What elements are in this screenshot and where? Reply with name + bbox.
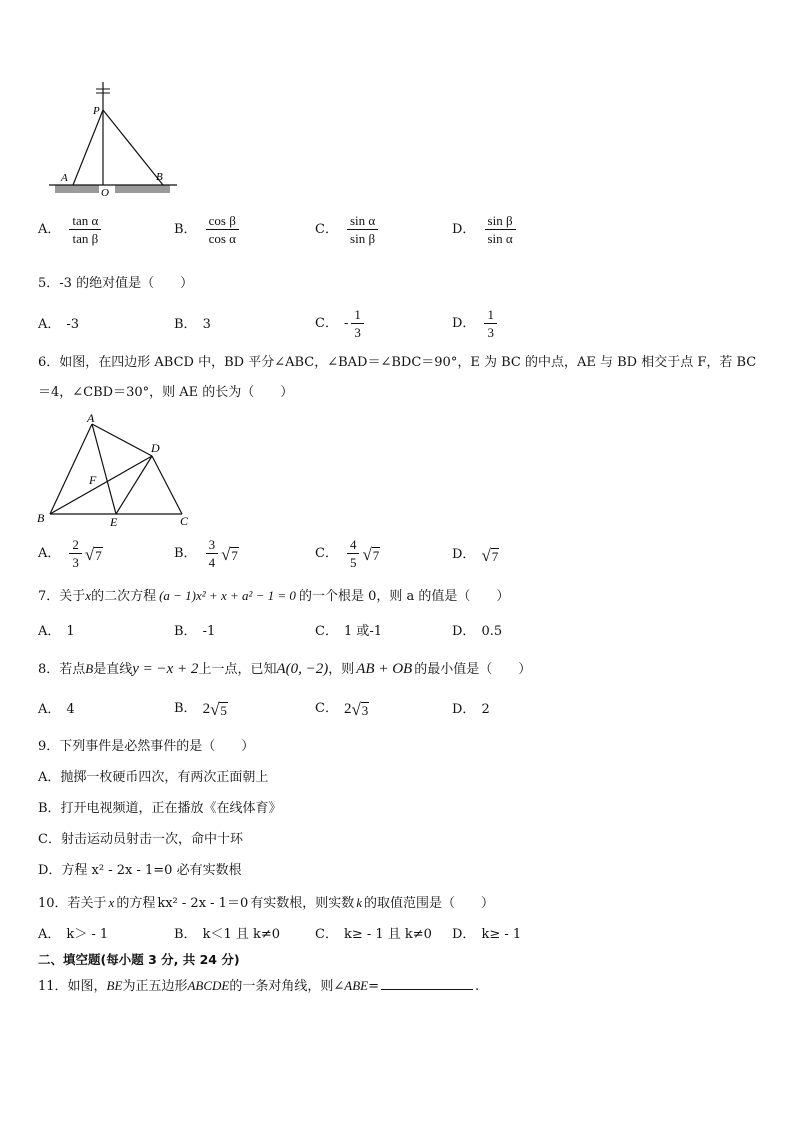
- side-cd: [152, 456, 182, 514]
- label-b: B: [156, 171, 163, 183]
- numerator: 1: [351, 307, 364, 324]
- q8-option-c: [315, 699, 369, 718]
- q7-stem: [38, 587, 509, 606]
- q11-suffix: .: [474, 979, 480, 994]
- option-label: B．: [174, 624, 197, 639]
- denominator: 5: [349, 555, 357, 570]
- q5-option-c: [315, 307, 367, 340]
- line-pa: [73, 110, 103, 185]
- denominator: 3: [72, 555, 79, 570]
- option-label: C．: [315, 927, 338, 942]
- q10-var-k: k: [356, 895, 363, 910]
- option-text: k＜1 且 k≠0: [202, 927, 281, 942]
- denominator: sin α: [487, 231, 513, 246]
- q7-var: x: [85, 588, 92, 603]
- q4-option-d: [452, 213, 519, 246]
- q6-option-b: [174, 537, 239, 570]
- numerator: 2: [69, 537, 82, 554]
- figure-q4-tower: [45, 78, 185, 196]
- q9-stem: 9．下列事件是必然事件的是（ ）: [38, 739, 255, 754]
- label-o: O: [101, 187, 109, 196]
- denominator: 3: [354, 325, 361, 340]
- q8-option-a: [38, 701, 75, 719]
- radical: √ 7: [362, 545, 380, 564]
- option-label: B．: [174, 927, 197, 942]
- answer-blank[interactable]: [381, 977, 473, 990]
- numerator: sin α: [347, 213, 378, 230]
- fraction: [206, 213, 239, 246]
- q8-prefix: 8．若点: [38, 662, 86, 677]
- diagonal-bd: [50, 456, 152, 514]
- label-p: P: [93, 105, 100, 117]
- q8-stem: [38, 660, 531, 679]
- q9-option-a: A．抛掷一枚硬币四次，有两次正面朝上: [38, 770, 269, 785]
- fraction: [484, 213, 515, 246]
- q6-option-a: [38, 537, 103, 570]
- denominator: 3: [487, 325, 494, 340]
- q11-middle2: 的一条对角线，则∠: [229, 979, 345, 994]
- option-label: A．: [38, 927, 61, 942]
- q8-middle1: 是直线: [93, 662, 133, 677]
- radicand: 5: [220, 703, 227, 718]
- option-label: B．: [174, 545, 197, 561]
- q10-middle1: 的方程: [116, 896, 156, 911]
- q8-line-eq: y = −x + 2: [132, 661, 199, 677]
- option-text: 0.5: [481, 624, 503, 639]
- option-label: D．: [452, 221, 476, 237]
- option-label: A．: [38, 545, 61, 561]
- option-label: D．: [452, 546, 476, 562]
- label-c: C: [180, 514, 189, 528]
- q8-expr: AB + OB: [356, 661, 413, 677]
- side-ad: [92, 424, 152, 456]
- label-d: D: [151, 441, 160, 455]
- q10-option-b: [174, 926, 280, 944]
- q7-option-c: [315, 623, 382, 641]
- segment-ae: [92, 424, 116, 514]
- option-text: 3: [202, 317, 211, 332]
- ground-hatch-left: [55, 185, 99, 193]
- option-label: C．: [315, 624, 338, 639]
- q11-be: BE: [106, 978, 123, 993]
- q7-equation: (a − 1)x² + x + a² − 1 = 0: [159, 588, 296, 603]
- numerator: 4: [347, 537, 360, 554]
- q9-option-b: B．打开电视频道，正在播放《在线体育》: [38, 801, 282, 816]
- option-label: D．: [452, 624, 476, 639]
- fraction: [69, 213, 101, 246]
- label-b: B: [37, 511, 45, 525]
- option-label: C．: [315, 315, 338, 331]
- numerator: 1: [484, 307, 497, 324]
- label-a: A: [87, 411, 95, 425]
- q8-point-a: A(0, −2): [276, 661, 329, 677]
- option-text: -3: [66, 317, 80, 332]
- q5-option-b: [174, 316, 211, 334]
- radical: √ 7: [221, 545, 238, 564]
- q7-option-d: [452, 623, 502, 641]
- q10-stem: [38, 894, 494, 913]
- denominator: cos α: [208, 231, 236, 246]
- numerator: cos β: [206, 213, 239, 230]
- option-text: -1: [202, 624, 216, 639]
- q10-suffix: 的取值范围是（ ）: [364, 896, 495, 911]
- q11-angle: ABE: [344, 978, 369, 993]
- q8-point: B: [85, 661, 94, 676]
- denominator: sin β: [350, 231, 376, 246]
- q7-prefix: 7．关于: [38, 589, 86, 604]
- radical: √ 7: [84, 545, 102, 564]
- fraction: [347, 537, 360, 570]
- q10-option-c: [315, 926, 432, 944]
- q11-prefix: 11．如图，: [38, 979, 107, 994]
- q6-option-d: [452, 545, 499, 564]
- option-text: 1: [66, 624, 75, 639]
- radicand: 7: [491, 549, 499, 564]
- numerator: 3: [206, 537, 219, 554]
- coefficient: 2: [202, 700, 211, 717]
- q8-option-d: [452, 701, 490, 719]
- option-label: A．: [38, 317, 61, 332]
- option-label: A．: [38, 624, 61, 639]
- q10-option-d: [452, 926, 521, 944]
- option-label: D．: [452, 702, 476, 717]
- q8-option-b: [174, 699, 228, 718]
- radicand: 3: [361, 703, 369, 718]
- q6-option-c: [315, 537, 380, 570]
- fraction: [351, 307, 364, 340]
- q10-var-x: x: [108, 895, 115, 910]
- option-text: 2: [481, 702, 490, 717]
- q4-option-b: [174, 213, 242, 246]
- q7-suffix: 的一个根是 0，则 a 的值是（ ）: [298, 589, 510, 604]
- option-text: 4: [66, 702, 75, 717]
- q8-middle2: 上一点，已知: [198, 662, 277, 677]
- q7-option-b: [174, 623, 215, 641]
- option-label: B．: [174, 317, 197, 332]
- radical: √ 5: [210, 700, 227, 719]
- q11-shape: ABCDE: [187, 978, 230, 993]
- q4-option-c: [315, 213, 381, 246]
- label-f: F: [89, 473, 97, 487]
- radicand: 7: [231, 548, 238, 563]
- q9-option-d: D．方程 x² - 2x - 1=0 必有实数根: [38, 863, 242, 878]
- radicand: 7: [372, 548, 380, 563]
- ground-hatch-right: [115, 185, 170, 193]
- option-label: D．: [452, 927, 476, 942]
- coefficient: 2: [343, 700, 352, 717]
- q11-eq: =: [368, 979, 379, 994]
- q5-stem: 5．-3 的绝对值是（ ）: [38, 276, 194, 291]
- option-label: B．: [174, 700, 197, 716]
- figure-q6-quadrilateral: [34, 410, 204, 528]
- option-label: A．: [38, 221, 61, 237]
- label-a: A: [61, 172, 68, 184]
- q10-prefix: 10．若关于: [38, 896, 107, 911]
- line-pb: [103, 110, 163, 185]
- q11-stem: [38, 977, 479, 996]
- side-ab: [50, 424, 92, 514]
- radical: √ 7: [481, 546, 499, 565]
- option-label: B．: [174, 221, 197, 237]
- radical: √ 3: [351, 700, 369, 719]
- numerator: sin β: [485, 213, 516, 230]
- sign: -: [343, 315, 349, 331]
- fraction: [347, 213, 378, 246]
- option-text: k＞ - 1: [66, 927, 109, 942]
- label-e: E: [110, 515, 118, 528]
- q8-middle3: ，则: [328, 662, 355, 677]
- option-label: C．: [315, 700, 338, 716]
- option-label: C．: [315, 221, 338, 237]
- q4-option-a: [38, 213, 104, 246]
- option-label: A．: [38, 702, 61, 717]
- numerator: tan α: [69, 213, 101, 230]
- q11-middle: 为正五边形: [122, 979, 188, 994]
- q5-option-d: [452, 307, 500, 340]
- section-heading: 二、填空题(每小题 3 分, 共 24 分): [38, 952, 240, 967]
- q7-middle: 的二次方程: [91, 589, 157, 604]
- radicand: 7: [95, 548, 102, 563]
- fraction: [484, 307, 497, 340]
- q5-option-a: [38, 316, 79, 334]
- option-text: k≥ - 1 且 k≠0: [343, 927, 432, 942]
- option-label: D．: [452, 315, 476, 331]
- q10-equation: kx² - 2x - 1＝0: [157, 896, 249, 911]
- denominator: 4: [208, 555, 216, 570]
- q6-stem-line1: 6．如图，在四边形 ABCD 中，BD 平分∠ABC，∠BAD＝∠BDC＝90°，E 为 BC 的中点，AE 与 BD 相交于点 F，若 BC: [38, 355, 757, 370]
- q9-option-c: C．射击运动员射击一次，命中十环: [38, 832, 243, 847]
- segment-de: [116, 456, 152, 514]
- q10-option-a: [38, 926, 108, 944]
- denominator: tan β: [72, 231, 99, 246]
- fraction: [69, 537, 82, 570]
- q6-stem-line2: ＝4，∠CBD＝30°，则 AE 的长为（ ）: [38, 385, 294, 400]
- q7-option-a: [38, 623, 75, 641]
- fraction: [206, 537, 219, 570]
- option-text: 1 或-1: [343, 624, 383, 639]
- option-label: C．: [315, 545, 338, 561]
- q10-middle2: 有实数根，则实数: [250, 896, 355, 911]
- option-text: k≥ - 1: [481, 927, 522, 942]
- q8-suffix: 的最小值是（ ）: [414, 662, 532, 677]
